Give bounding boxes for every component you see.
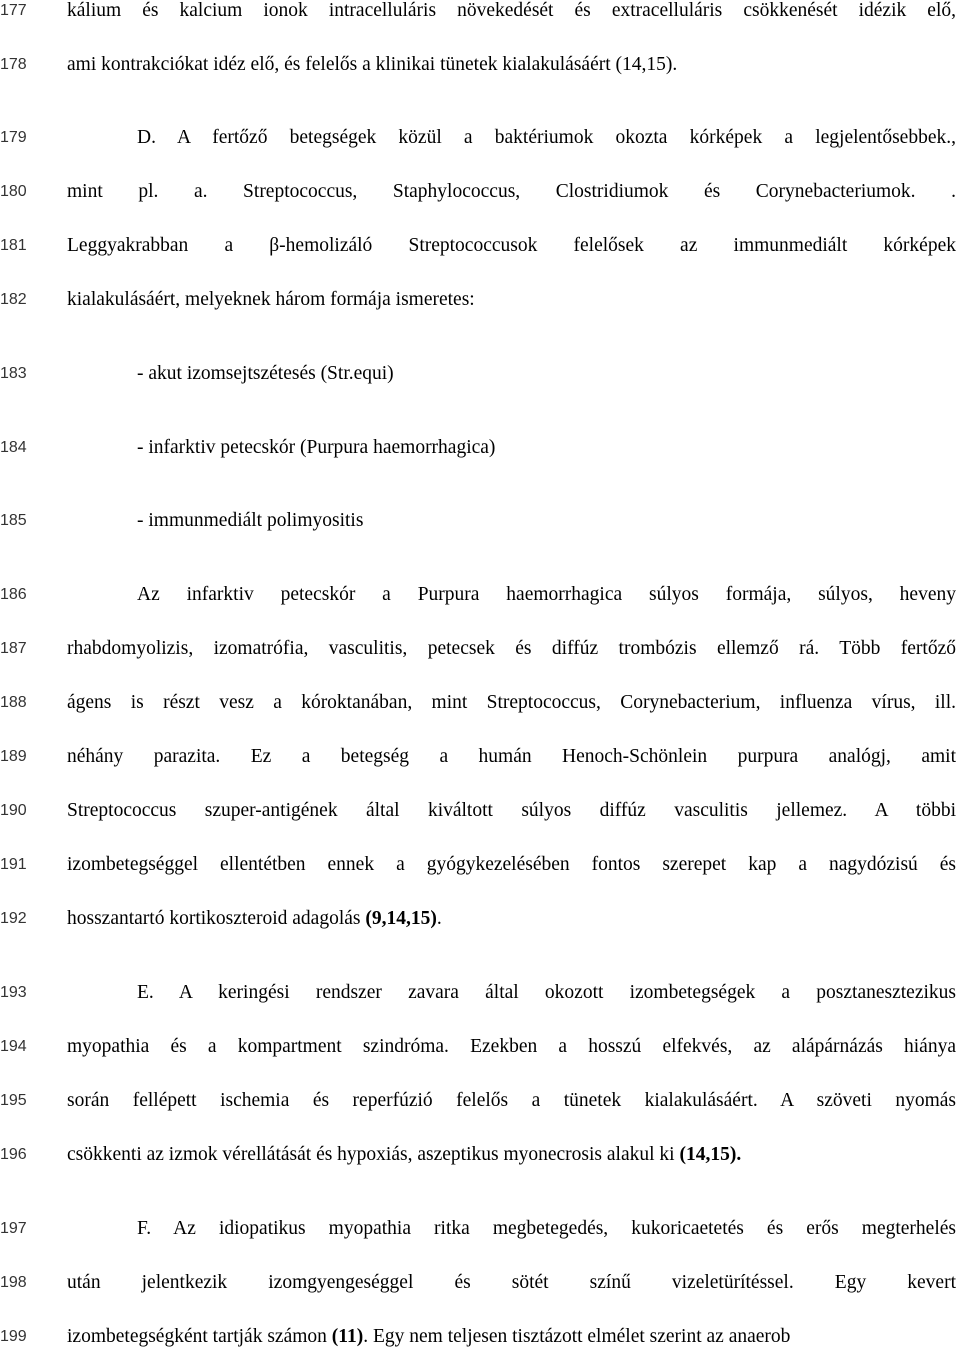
line-number: 185 <box>0 512 27 529</box>
line-text: néhány parazita. Ez a betegség a humán Henoch-Schönlein purpura analógj, amit <box>67 746 956 767</box>
line-184 <box>0 433 960 463</box>
line-number: 196 <box>0 1146 27 1163</box>
line-text: myopathia és a kompartment szindróma. Ezekben a hosszú elfekvés, az alápárnázás hiánya <box>67 1036 956 1057</box>
citation: (9,14,15) <box>365 908 437 929</box>
citation: (14,15). <box>679 1144 742 1165</box>
line-text: - immunmediált polimyositis <box>137 510 364 531</box>
line-number: 199 <box>0 1328 27 1345</box>
line-182 <box>0 285 960 315</box>
line-194 <box>0 1032 960 1062</box>
line-text: során fellépett ischemia és reperfúzió felelős a tünetek kialakulásáért. A szöveti nyomás <box>67 1090 956 1111</box>
line-number: 187 <box>0 640 27 657</box>
line-number: 183 <box>0 365 27 382</box>
line-number: 191 <box>0 856 27 873</box>
line-183 <box>0 359 960 389</box>
line-number: 192 <box>0 910 27 927</box>
line-number: 180 <box>0 183 27 200</box>
line-197 <box>0 1214 960 1244</box>
line-196 <box>0 1140 960 1170</box>
line-178 <box>0 50 960 80</box>
line-number: 197 <box>0 1220 27 1237</box>
line-number: 189 <box>0 748 27 765</box>
line-text: F. Az idiopatikus myopathia ritka megbetegedés, kukoricaetetés és erős megterhelés <box>137 1218 956 1239</box>
line-text: után jelentkezik izomgyengeséggel és sötét színű vizeletürítéssel. Egy kevert <box>67 1272 956 1293</box>
line-text: - akut izomsejtszétesés (Str.equi) <box>137 363 394 384</box>
line-text: Streptococcus szuper-antigének által kiváltott súlyos diffúz vasculitis jellemez. A többi <box>67 800 956 821</box>
line-number: 186 <box>0 586 27 603</box>
line-number: 178 <box>0 56 27 73</box>
line-text: Az infarktiv petecskór a Purpura haemorrhagica súlyos formája, súlyos, heveny <box>137 584 956 605</box>
line-text: izombetegségként tartják számon (11). Egy nem teljesen tisztázott elmélet szerint az anaerob <box>67 1326 791 1347</box>
line-number: 190 <box>0 802 27 819</box>
line-179 <box>0 123 960 153</box>
line-189 <box>0 742 960 772</box>
line-number: 177 <box>0 2 27 19</box>
line-number: 182 <box>0 291 27 308</box>
citation: (11) <box>331 1326 364 1347</box>
line-text: E. A keringési rendszer zavara által okozott izombetegségek a posztanesztezikus <box>137 982 956 1003</box>
line-text: kialakulásáért, melyeknek három formája ismeretes: <box>67 289 475 310</box>
line-number: 193 <box>0 984 27 1001</box>
line-177 <box>0 0 960 26</box>
line-number: 181 <box>0 237 27 254</box>
line-text: ami kontrakciókat idéz elő, és felelős a klinikai tünetek kialakulásáért (14,15). <box>67 54 678 75</box>
line-185 <box>0 506 960 536</box>
line-text: kálium és kalcium ionok intracelluláris növekedését és extracelluláris csökkenését idézik elő, <box>67 0 956 21</box>
line-text: Leggyakrabban a β-hemolizáló Streptococcusok felelősek az immunmediált kórképek <box>67 235 956 256</box>
line-text: ágens is részt vesz a kóroktanában, mint Streptococcus, Corynebacterium, influenza vírus, ill. <box>67 692 956 713</box>
line-text: mint pl. a. Streptococcus, Staphylococcus, Clostridiumok és Corynebacteriumok. . <box>67 181 956 202</box>
line-number: 188 <box>0 694 27 711</box>
line-text: D. A fertőző betegségek közül a baktériumok okozta kórképek a legjelentősebbek., <box>137 127 956 148</box>
line-199 <box>0 1322 960 1352</box>
line-191 <box>0 850 960 880</box>
line-186 <box>0 580 960 610</box>
line-number: 179 <box>0 129 27 146</box>
line-number: 198 <box>0 1274 27 1291</box>
line-text: hosszantartó kortikoszteroid adagolás (9,14,15). <box>67 908 442 929</box>
line-text: rhabdomyolizis, izomatrófia, vasculitis, petecsek és diffúz trombózis ellemző rá. Több fertőző <box>67 638 956 659</box>
line-198 <box>0 1268 960 1298</box>
line-193 <box>0 978 960 1008</box>
line-192 <box>0 904 960 934</box>
line-190 <box>0 796 960 826</box>
line-text: csökkenti az izmok vérellátását és hypoxiás, aszeptikus myonecrosis alakul ki (14,15). <box>67 1144 742 1165</box>
line-195 <box>0 1086 960 1116</box>
line-187 <box>0 634 960 664</box>
line-180 <box>0 177 960 207</box>
line-188 <box>0 688 960 718</box>
line-text: - infarktiv petecskór (Purpura haemorrhagica) <box>137 437 496 458</box>
line-number: 194 <box>0 1038 27 1055</box>
line-181 <box>0 231 960 261</box>
line-number: 184 <box>0 439 27 456</box>
line-text: izombetegséggel ellentétben ennek a gyógykezelésében fontos szerepet kap a nagydózisú és <box>67 854 956 875</box>
line-number: 195 <box>0 1092 27 1109</box>
